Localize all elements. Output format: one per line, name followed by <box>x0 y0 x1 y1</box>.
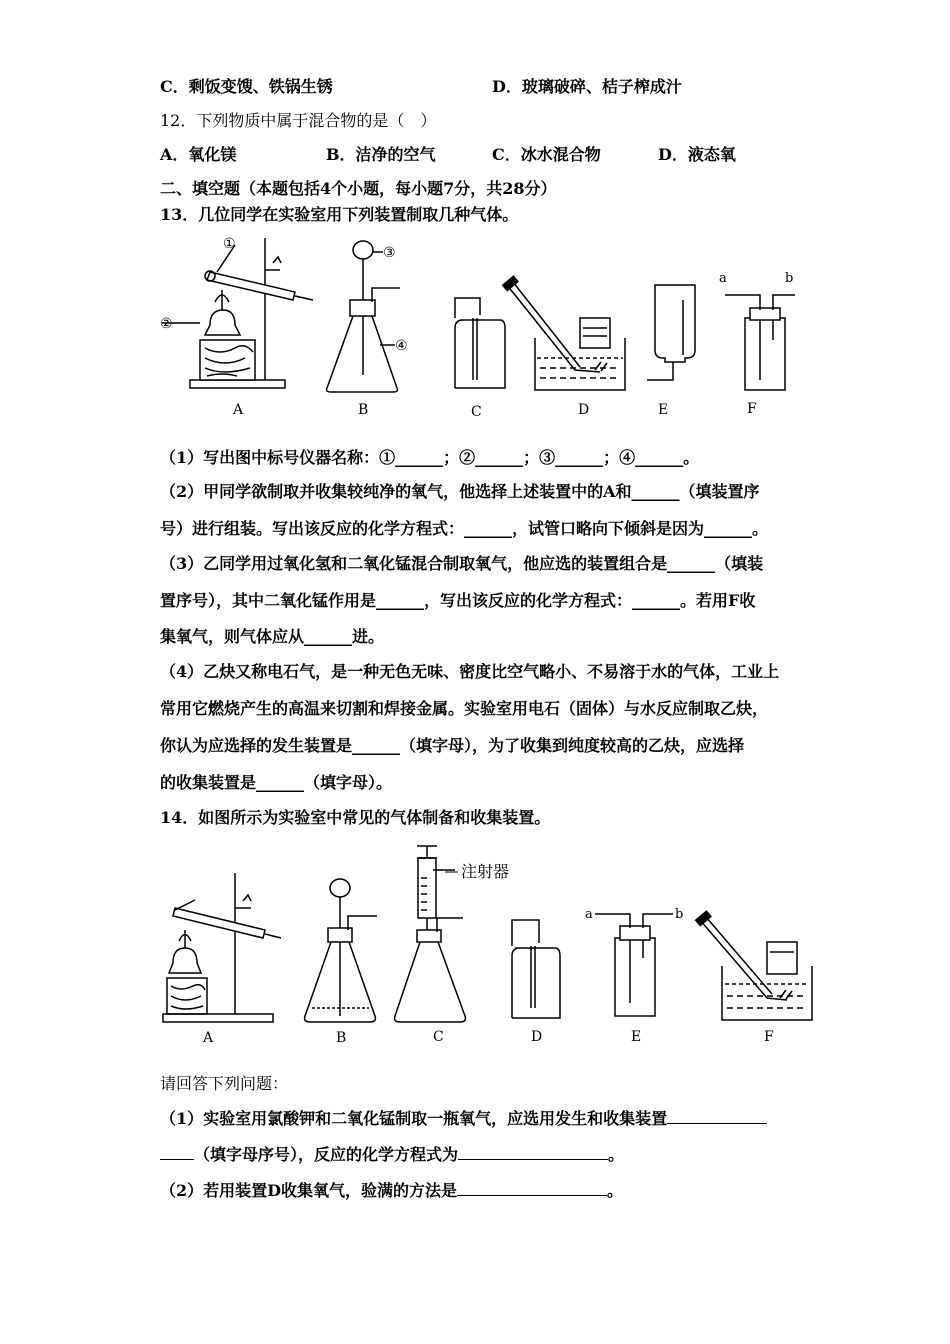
q14-apparatus-e <box>595 914 673 1016</box>
q13-mark-1: ① <box>223 236 236 252</box>
q14-instruction: 请回答下列问题： <box>160 1074 289 1093</box>
q14-part-1-line-1 <box>160 1108 767 1130</box>
q14-label-a: A <box>203 1030 214 1046</box>
q14-label-d: D <box>531 1029 543 1045</box>
q13-mark-2: ② <box>160 316 173 332</box>
q14-label-f: F <box>764 1029 774 1045</box>
q14-part-2: （2）若用装置D收集氧气，验满的方法是 。 <box>160 1181 624 1200</box>
q14-apparatus-f <box>696 911 812 1020</box>
q13-apparatus-d <box>503 276 625 390</box>
q12-option-b: B．洁净的空气 <box>326 145 436 164</box>
q14-port-b: b <box>675 907 684 922</box>
q13-part-2-line-1: （2）甲同学欲制取并收集较纯净的氧气，他选择上述装置中的A和______（填装置序 <box>160 482 760 501</box>
q13-stem: 13．几位同学在实验室用下列装置制取几种气体。 <box>160 205 519 224</box>
q13-part-4-line-2: 常用它燃烧产生的高温来切割和焊接金属。实验室用电石（固体）与水反应制取乙炔， <box>160 699 769 718</box>
answer-blank <box>667 1109 767 1124</box>
q14-label-b: B <box>336 1030 347 1046</box>
q13-label-b: B <box>358 402 369 418</box>
q13-port-a: a <box>719 271 727 286</box>
q13-label-e: E <box>658 402 669 418</box>
q13-label-c: C <box>471 404 482 420</box>
q13-port-b: b <box>785 271 794 286</box>
q13-part-3-line-3: 集氧气，则气体应从______进。 <box>160 627 385 646</box>
q14-apparatus-figure <box>155 838 825 1048</box>
q13-apparatus-a <box>162 238 313 388</box>
q13-apparatus-figure <box>155 230 815 425</box>
q12-option-a: A．氧化镁 <box>160 145 237 164</box>
syringe-label: 注射器 <box>461 862 510 881</box>
q14-label-e: E <box>631 1029 642 1045</box>
answer-blank <box>457 1181 607 1196</box>
q13-mark-3: ③ <box>383 245 396 261</box>
q14-part-1-text: （1）实验室用氯酸钾和二氧化锰制取一瓶氧气，应选用发生和收集装置 <box>160 1109 668 1128</box>
q14-part-1-line-2: （填字母序号），反应的化学方程式为 。 <box>160 1144 624 1166</box>
q14-apparatus-a <box>163 873 281 1022</box>
q11-option-d: D．玻璃破碎、桔子榨成汁 <box>492 77 682 96</box>
q13-part-4-line-1: （4）乙炔又称电石气，是一种无色无味、密度比空气略小、不易溶于水的气体，工业上 <box>160 662 780 681</box>
q13-label-f: F <box>747 401 757 417</box>
q13-part-1: （1）写出图中标号仪器名称：①______；②______；③______；④______。 <box>160 448 700 467</box>
q13-label-d: D <box>578 402 590 418</box>
q11-option-c: C．剩饭变馊、铁锅生锈 <box>160 77 333 96</box>
q14-label-c: C <box>433 1029 444 1045</box>
q13-part-3-line-2: 置序号），其中二氧化锰作用是______，写出该反应的化学方程式：______。若用F收 <box>160 591 756 610</box>
q14-port-a: a <box>585 907 593 922</box>
section-heading: 二、填空题（本题包括4个小题，每小题7分，共28分） <box>160 179 557 198</box>
q13-mark-4: ④ <box>395 338 408 354</box>
q12-option-c: C．冰水混合物 <box>492 145 601 164</box>
q12-stem: 12．下列物质中属于混合物的是（ ） <box>160 111 437 130</box>
q14-part-2-text: （2）若用装置D收集氧气，验满的方法是 <box>160 1181 458 1200</box>
q13-part-2-line-2: 号）进行组装。写出该反应的化学方程式：______，试管口略向下倾斜是因为______。 <box>160 519 769 538</box>
answer-blank <box>160 1145 194 1160</box>
q13-apparatus-f <box>725 295 795 390</box>
q12-option-d: D．液态氧 <box>658 145 736 164</box>
q14-part-1-text-2: （填字母序号），反应的化学方程式为 <box>194 1145 459 1164</box>
answer-blank <box>458 1145 608 1160</box>
q13-apparatus-b <box>327 241 401 392</box>
q13-part-4-line-3: 你认为应选择的发生装置是______（填字母），为了收集到纯度较高的乙炔，应选择 <box>160 736 745 755</box>
q13-apparatus-e <box>647 285 695 380</box>
q13-part-4-line-4: 的收集装置是______（填字母）。 <box>160 773 393 792</box>
q14-apparatus-d <box>512 920 560 1018</box>
q14-stem: 14．如图所示为实验室中常见的气体制备和收集装置。 <box>160 808 551 827</box>
q13-part-3-line-1: （3）乙同学用过氧化氢和二氧化锰混合制取氧气，他应选的装置组合是______（填装 <box>160 554 764 573</box>
q13-label-a: A <box>233 402 244 418</box>
q13-apparatus-c <box>455 298 505 388</box>
q14-apparatus-b <box>305 879 377 1022</box>
